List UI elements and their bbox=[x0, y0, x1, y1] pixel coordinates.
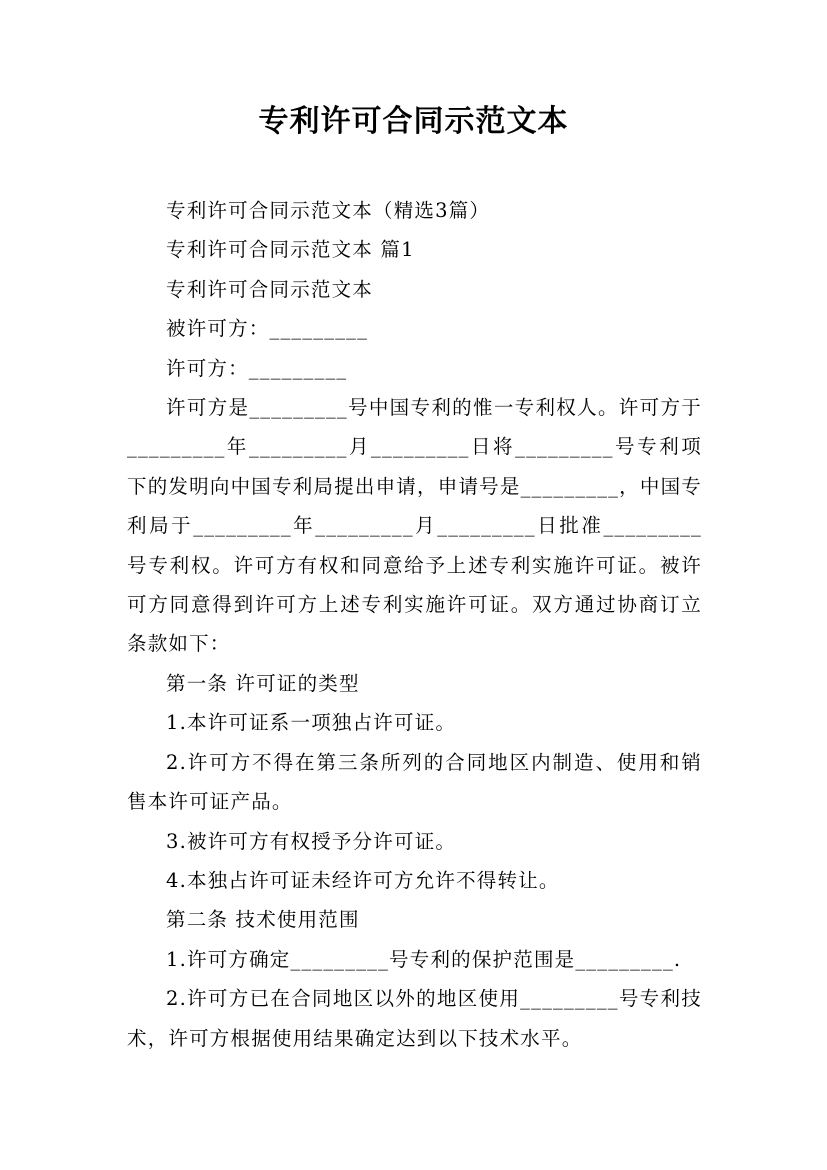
paragraph-section-heading: 专利许可合同示范文本 篇1 bbox=[166, 238, 415, 262]
paragraph-article-1-heading: 第一条 许可证的类型 bbox=[166, 671, 360, 695]
paragraph-article-2-item-1: 1.许可方确定_________号专利的保护范围是_________. bbox=[166, 947, 682, 971]
paragraph-article-2-heading: 第二条 技术使用范围 bbox=[166, 908, 360, 932]
paragraph-article-2-item-2: 2.许可方已在合同地区以外的地区使用_________号专利技术，许可方根据使用结果确定达到以下技术水平。 bbox=[127, 987, 702, 1050]
paragraph-article-1-item-2: 2.许可方不得在第三条所列的合同地区内制造、使用和销售本许可证产品。 bbox=[127, 750, 702, 814]
paragraph-article-1-item-3: 3.被许可方有权授予分许可证。 bbox=[166, 829, 457, 853]
document-title: 专利许可合同示范文本 bbox=[258, 104, 569, 139]
paragraph-contract-title: 专利许可合同示范文本 bbox=[166, 277, 374, 301]
document-body bbox=[127, 191, 702, 1058]
paragraph-article-1-item-1: 1.本许可证系一项独占许可证。 bbox=[166, 711, 457, 735]
paragraph-article-1-item-4: 4.本独占许可证未经许可方允许不得转让。 bbox=[166, 868, 560, 892]
paragraph-licensee: 被许可方：_________ bbox=[166, 317, 369, 341]
paragraph-licensor: 许可方：_________ bbox=[166, 356, 348, 380]
paragraph-subtitle: 专利许可合同示范文本（精选3篇） bbox=[166, 199, 491, 222]
paragraph-preamble: 许可方是_________号中国专利的惟一专利权人。许可方于_________年_________月_________日将_________号专利项下的发明向中国专利局提出申请，申请号是_________，中国专利局于_________年_________月_________日批准_________号专利权。许可方有权和同意给予上述专利实施许可证。被许可方同意得到许可方上述专利实施许可证。双方通过协商订立条款如下： bbox=[127, 396, 702, 656]
